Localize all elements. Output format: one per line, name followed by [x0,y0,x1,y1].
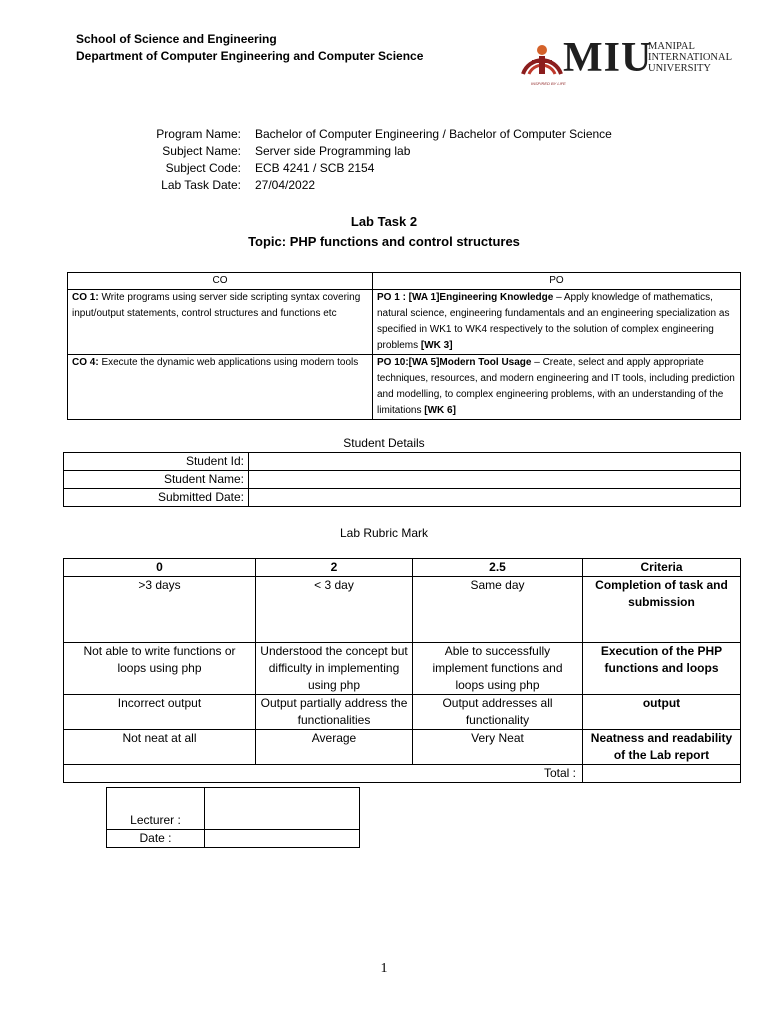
logo-wordmark: MANIPAL INTERNATIONAL UNIVERSITY [648,41,732,74]
rubric-header-row [64,559,741,577]
school-name: School of Science and Engineering [76,32,277,46]
co-cell: CO 1: Write programs using server side scripting syntax covering input/output statements, control structures and functions etc [68,290,373,355]
table-row [107,788,360,830]
co-header: CO [68,273,373,290]
student-id-label: Student Id: [64,453,249,471]
table-row [64,471,741,489]
rubric-criteria: Completion of task and submission [583,577,741,643]
department-name: Department of Computer Engineering and Computer Science [76,49,424,63]
lecturer-label: Lecturer : [107,788,205,830]
student-details-caption: Student Details [343,436,425,450]
student-id-field[interactable] [249,453,741,471]
rubric-header: 2.5 [413,559,583,577]
submitted-date-field[interactable] [249,489,741,507]
rubric-header: Criteria [583,559,741,577]
student-name-field[interactable] [249,471,741,489]
logo-tagline: INSPIRED BY LIFE [531,81,566,86]
logo-acronym: MIU [563,35,653,81]
date-label: Date : [107,830,205,848]
program-details [100,126,612,194]
university-emblem-icon [517,36,567,86]
student-details-table [63,452,741,507]
co-cell: CO 4: Execute the dynamic web applications using modern tools [68,355,373,420]
po-header: PO [373,273,741,290]
table-row [64,577,741,643]
table-row [64,695,741,730]
submitted-date-label: Submitted Date: [64,489,249,507]
meta-row: Lab Task Date: 27/04/2022 [161,178,316,192]
total-label: Total : [64,765,583,783]
co-po-table [67,272,741,420]
rubric-cell: Understood the concept but difficulty in implementing using php [256,643,413,695]
rubric-cell: Output partially address the functionalities [256,695,413,730]
po-cell: PO 1 : [WA 1]Engineering Knowledge – Apply knowledge of mathematics, natural science, engineering fundamentals and an engineering specialization as specified in WK1 to WK4 respectively to the solution of complex engineering problems [WK 3] [373,290,741,355]
rubric-total-row [64,765,741,783]
table-row [107,830,360,848]
rubric-cell: Able to successfully implement functions and loops using php [413,643,583,695]
lab-task-title: Lab Task 2 [350,214,418,229]
rubric-cell: Same day [413,577,583,643]
meta-row: Program Name: Bachelor of Computer Engineering / Bachelor of Computer Science [156,127,612,141]
rubric-header: 0 [64,559,256,577]
rubric-cell: Incorrect output [64,695,256,730]
university-logo [517,36,747,86]
meta-row: Subject Code: ECB 4241 / SCB 2154 [165,161,375,175]
rubric-cell: >3 days [64,577,256,643]
table-row [64,489,741,507]
lecturer-field[interactable] [205,788,360,830]
rubric-cell: Output addresses all functionality [413,695,583,730]
table-row [64,453,741,471]
date-field[interactable] [205,830,360,848]
table-row [68,355,741,420]
document-header [76,31,423,65]
rubric-criteria: output [583,695,741,730]
lecturer-table [106,787,360,848]
po-cell: PO 10:[WA 5]Modern Tool Usage – Create, select and apply appropriate techniques, resources, and modern engineering and IT tools, including prediction and modelling, to complex engineering problems, with an understanding of the limitations [WK 6] [373,355,741,420]
rubric-header: 2 [256,559,413,577]
page-number: 1 [380,961,388,976]
rubric-criteria: Execution of the PHP functions and loops [583,643,741,695]
rubric-cell: Not able to write functions or loops using php [64,643,256,695]
table-row [64,730,741,765]
total-field[interactable] [583,765,741,783]
rubric-caption: Lab Rubric Mark [339,526,429,540]
table-row [68,290,741,355]
table-row [64,643,741,695]
rubric-cell: Not neat at all [64,730,256,765]
rubric-cell: < 3 day [256,577,413,643]
meta-row: Subject Name: Server side Programming lab [162,144,411,158]
lab-topic: Topic: PHP functions and control structures [248,234,520,249]
rubric-cell: Very Neat [413,730,583,765]
student-name-label: Student Name: [64,471,249,489]
rubric-criteria: Neatness and readability of the Lab report [583,730,741,765]
rubric-table [63,558,741,783]
rubric-cell: Average [256,730,413,765]
